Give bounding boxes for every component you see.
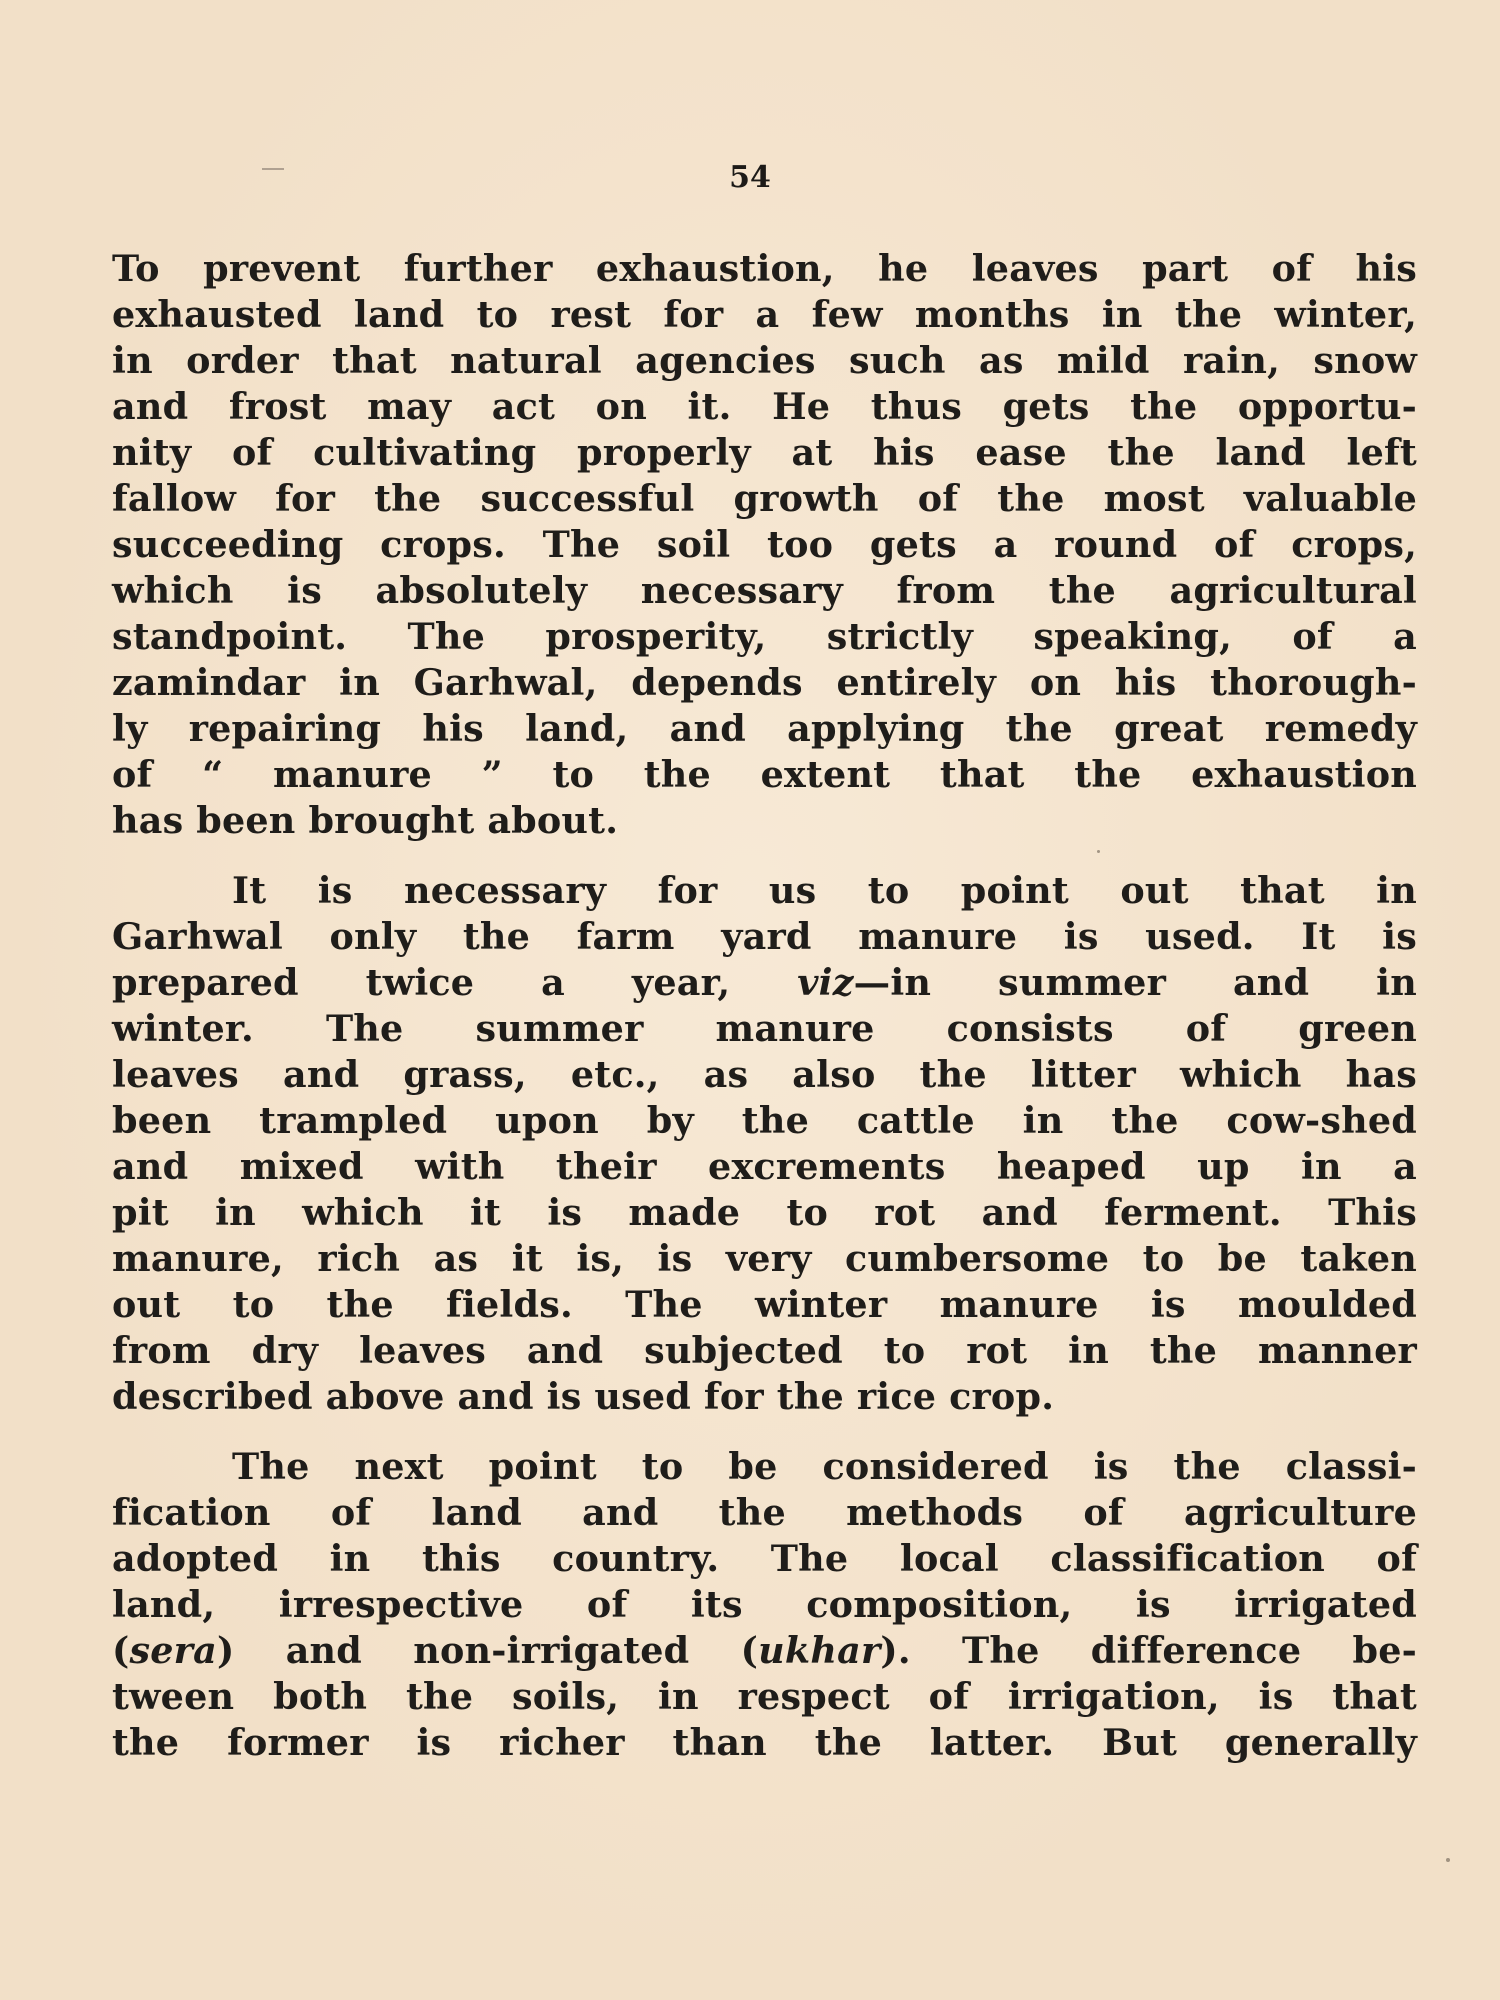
body-text [112,246,1417,1766]
text-line: been trampled upon by the cattle in the cow-shed [112,1099,1417,1142]
text-line: fication of land and the methods of agriculture [112,1491,1417,1534]
text-line: out to the fields. The winter manure is moulded [112,1283,1417,1326]
text-line: tween both the soils, in respect of irrigation, is that [112,1675,1417,1718]
text-line: It is necessary for us to point out that in [232,869,1417,912]
text-line: standpoint. The prosperity, strictly speaking, of a [112,615,1417,658]
text-line: and mixed with their excrements heaped up in a [112,1145,1417,1188]
paragraph-1 [112,246,1417,844]
page-number: 54 [729,160,771,195]
text-segment: ) [216,1629,235,1672]
text-line [112,1628,1417,1674]
text-line: has been brought about. [112,799,619,842]
text-segment: ). The difference be- [880,1629,1417,1672]
text-line: pit in which it is made to rot and ferment. This [112,1191,1417,1234]
text-line: succeeding crops. The soil too gets a round of crops, [112,523,1417,566]
text-line: nity of cultivating properly at his ease the land left [112,431,1417,474]
text-segment: prepared twice a year, [112,961,731,1004]
italic-term-sera: sera [129,1629,217,1672]
text-segment: ( [112,1629,130,1672]
text-line: manure, rich as it is, is very cumbersome to be taken [112,1237,1417,1280]
text-line [112,960,1417,1006]
text-segment: —in summer and in [853,961,1417,1004]
print-speck [1446,1858,1450,1862]
text-line: Garhwal only the farm yard manure is used. It is [112,915,1417,958]
text-line: To prevent further exhaustion, he leaves part of his [112,247,1417,290]
text-line: leaves and grass, etc., as also the litter which has [112,1053,1417,1096]
text-line: and frost may act on it. He thus gets the opportu- [112,385,1417,428]
text-line: zamindar in Garhwal, depends entirely on his thorough- [112,661,1417,704]
text-segment: and non-irrigated ( [285,1629,759,1672]
text-line: which is absolutely necessary from the agricultural [112,569,1417,612]
text-line: ly repairing his land, and applying the great remedy [112,707,1417,750]
italic-term-viz: viz [797,961,854,1004]
text-line: the former is richer than the latter. But generally [112,1721,1417,1764]
print-speck [1097,850,1100,853]
text-line: land, irrespective of its composition, is irrigated [112,1583,1417,1626]
text-line: exhausted land to rest for a few months in the winter, [112,293,1417,336]
text-line: described above and is used for the rice crop. [112,1375,1055,1418]
text-line: in order that natural agencies such as mild rain, snow [112,339,1417,382]
text-line: of “ manure ” to the extent that the exhaustion [112,753,1417,796]
text-line: adopted in this country. The local classification of [112,1537,1417,1580]
text-line: fallow for the successful growth of the most valuable [112,477,1417,520]
paragraph-2 [112,868,1417,1420]
italic-term-ukhar: ukhar [758,1629,881,1672]
text-line: winter. The summer manure consists of green [112,1007,1417,1050]
text-line: from dry leaves and subjected to rot in the manner [112,1329,1417,1372]
text-line: The next point to be considered is the classi- [232,1445,1417,1488]
paragraph-3 [112,1444,1417,1766]
